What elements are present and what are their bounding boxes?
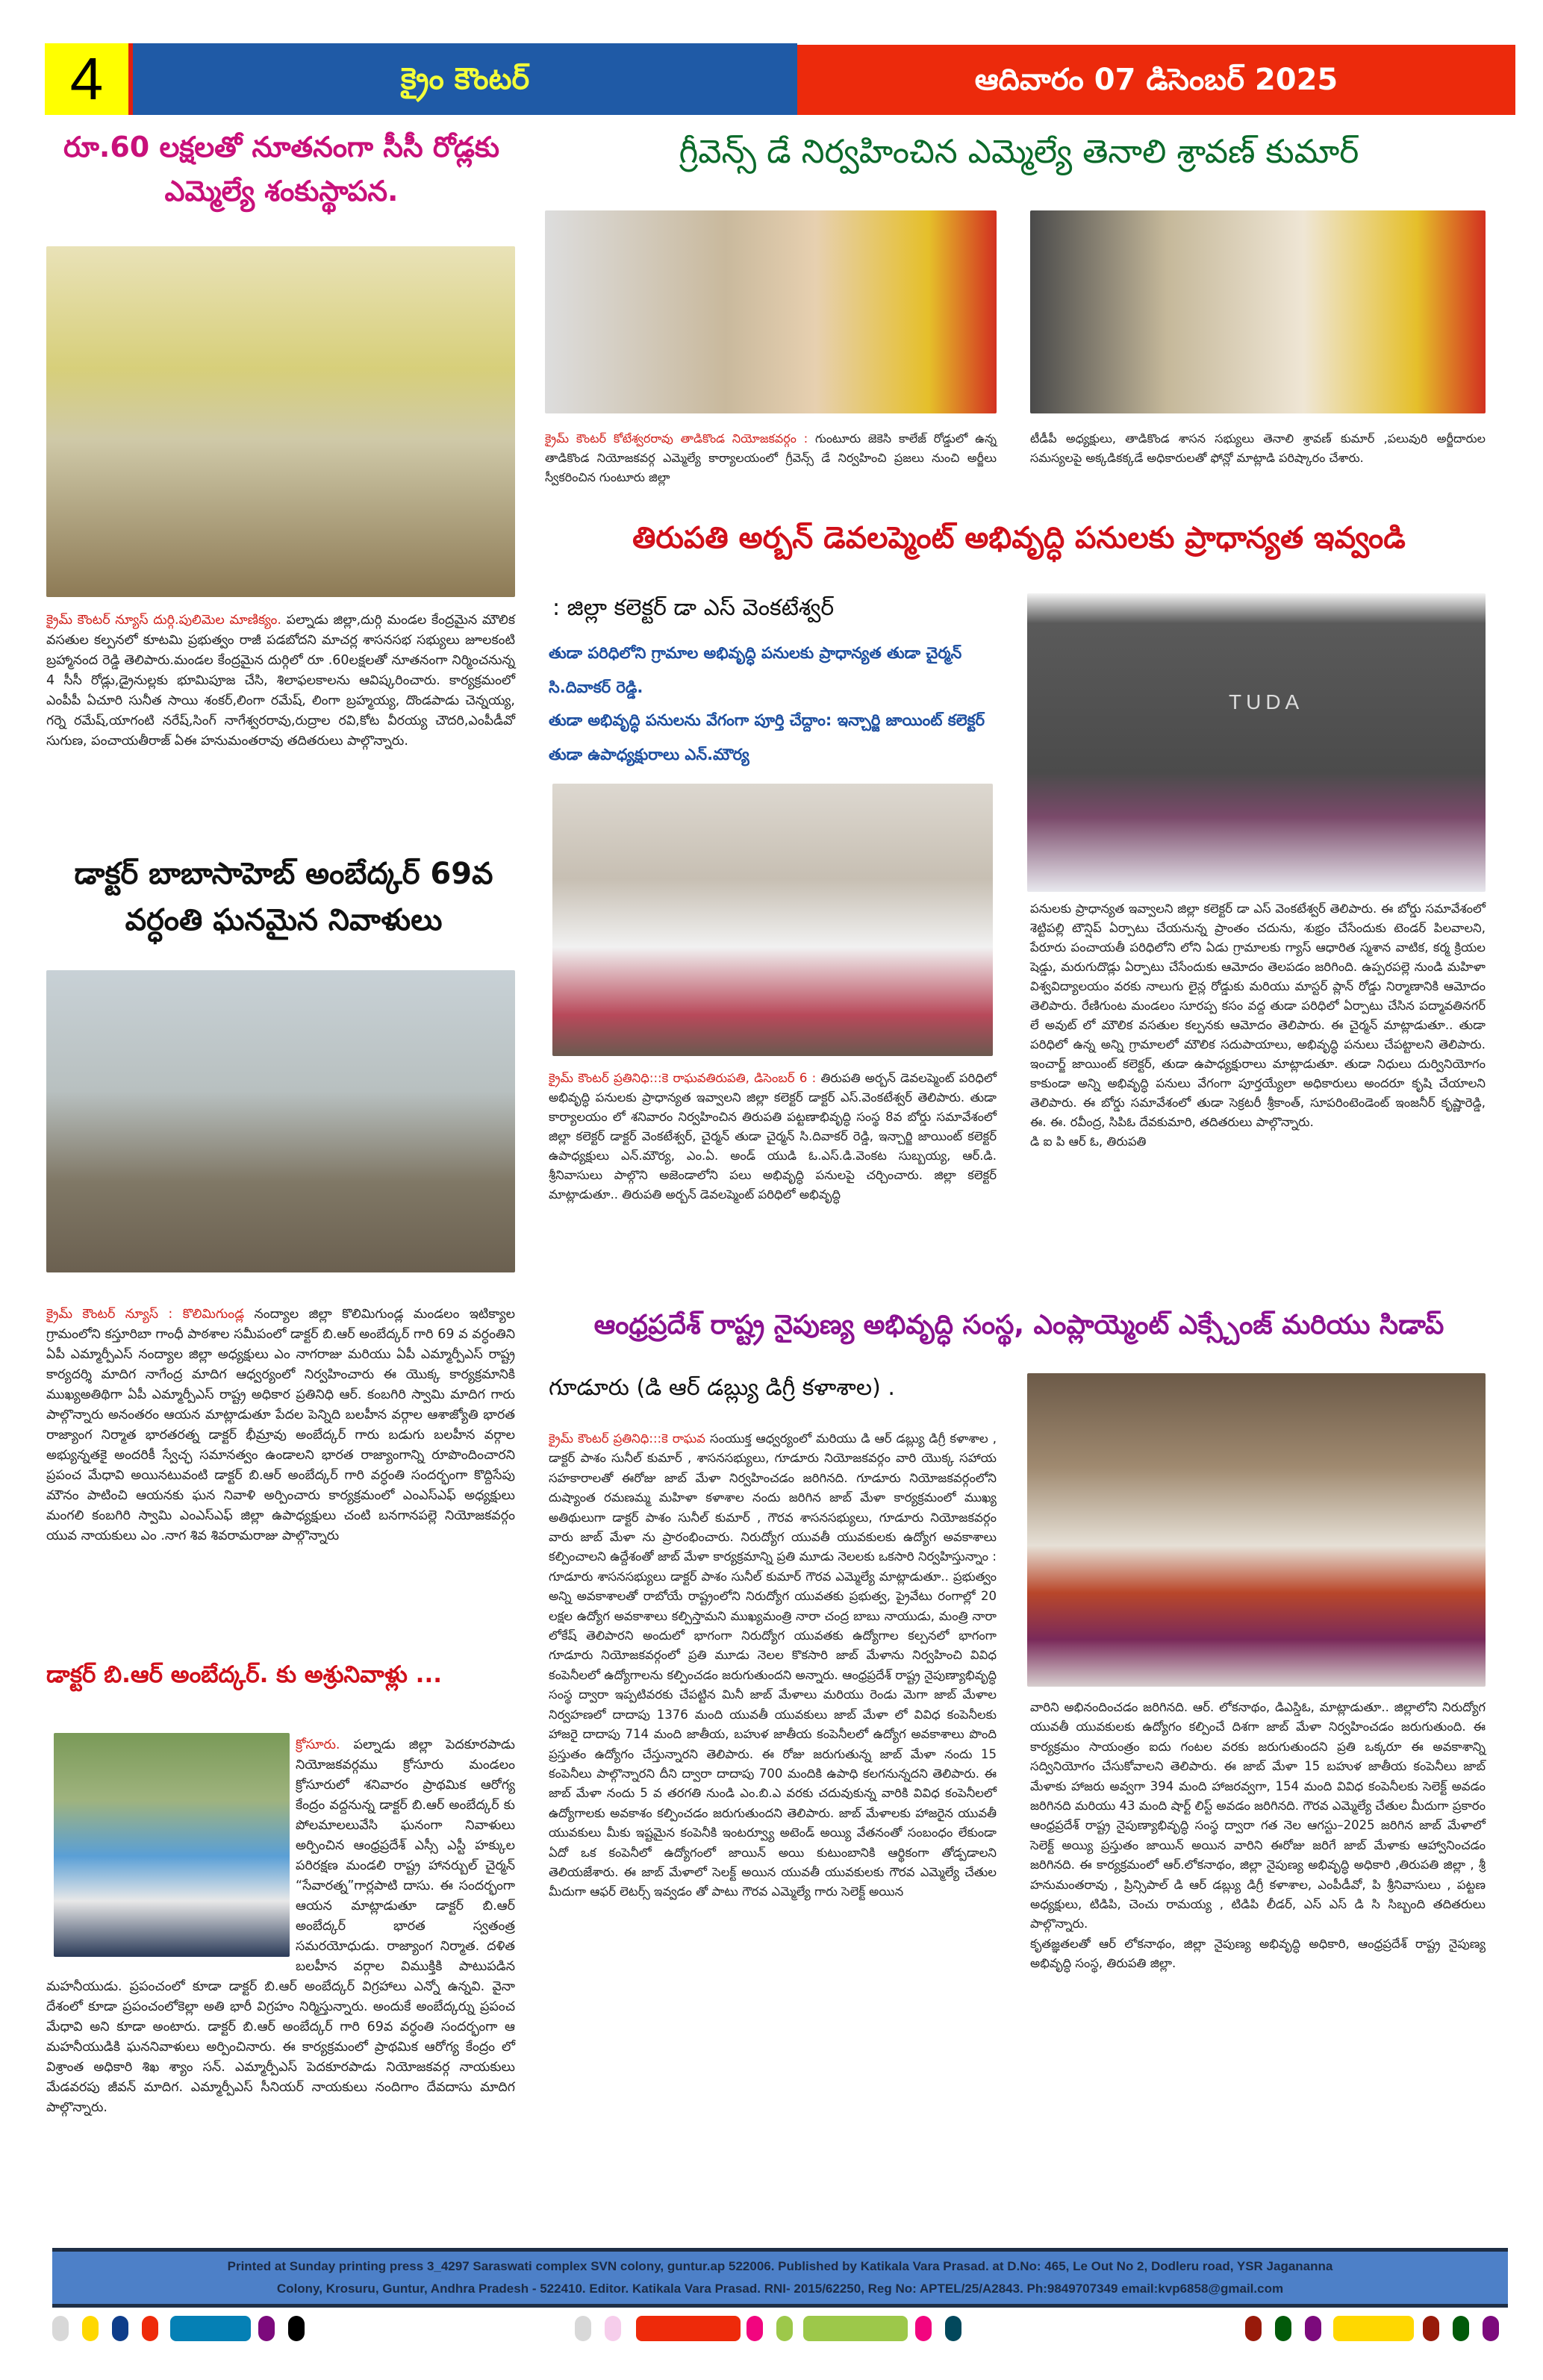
color-swatch (1245, 2316, 1262, 2341)
job-mela-body-right (1030, 1698, 1486, 1974)
color-swatch (605, 2316, 621, 2341)
grievance-caption-left-text: గుంటూరు జెకెసి కాలేజ్ రోడ్డులో ఉన్న తాడికొండ నియోజకవర్గ ఎమ్మెల్యే కార్యాలయంలో గ్రీవెన్స్ డే నిర్వహించి ప్రజలు నుంచి అర్జీలు స్వీకరించిన గుంటూరు జిల్లా (545, 431, 997, 484)
grievance-photo-2 (1030, 210, 1486, 413)
color-swatch (142, 2316, 158, 2341)
color-swatch (1275, 2316, 1291, 2341)
job-mela-subhead: గూడూరు (డి ఆర్ డబ్ల్యు డిగ్రీ కళాశాల) . (549, 1375, 895, 1401)
imprint-line-1: Printed at Sunday printing press 3_4297 Saraswati complex SVN colony, guntur.ap 522006. Published by Katikala Vara Prasad. at D.No: 465, Le Out No 2, Dodleru road, YSR Jagananna (227, 2259, 1333, 2273)
color-swatch (1305, 2316, 1321, 2341)
ambedkar-69-headline: డాక్టర్ బాబాసాహెబ్ అంబేద్కర్ 69వ వర్ధంతి ఘనమైన నివాళులు (74, 857, 493, 937)
color-swatch (82, 2316, 99, 2341)
tuda-board-photo (1027, 593, 1486, 892)
tuda-blurb-1: తుడా పరిధిలోని గ్రామాల అభివృద్ధి పనులకు ప్రాధాన్యత తుడా చైర్మన్ సి.దివాకర్ రెడ్డి. (549, 644, 962, 696)
color-swatch (1333, 2316, 1414, 2341)
color-swatch (1453, 2316, 1469, 2341)
grievance-caption-right: టీడీపీ అధ్యక్షులు, తాడికొండ శాసన సభ్యులు తెనాలి శ్రావణ్ కుమార్ ,పలువురి అర్జీదారుల సమస్యలపై అక్కడికక్కడే అధికారులతో ఫోన్లో మాట్లాడి పరిష్కారం చేశారు. (1030, 431, 1486, 465)
imprint-line-2: Colony, Krosuru, Guntur, Andhra Pradesh - 522410. Editor. Katikala Vara Prasad. RNI- 2015/62250, Reg No: APTEL/25/A2843. Ph:9849707349 email:kvp6858@gmail.com (276, 2281, 1284, 2296)
ambedkar-69-dateline: క్రైమ్ కౌంటర్ న్యూస్ : కొలిమిగుండ్ల (46, 1307, 245, 1322)
ambedkar-tribute-body (46, 1735, 515, 2118)
tuda-meeting-photo (552, 784, 993, 1056)
color-swatch (575, 2316, 591, 2341)
color-swatch (776, 2316, 793, 2341)
job-mela-body-right-text: వారిని అభినందించడం జరిగినది. ఆర్. లోకనాథం, డిఎస్డిఓ, మాట్లాడుతూ.. జిల్లాలోని నిరుద్యోగ యువతీ యువకులకు ఉద్యోగం కల్పించే దిశగా జాబ్ మేళా నిర్వహించడం జరుగుతుంది. ఈ కార్యక్రమం సాయంత్రం ఐదు గంటల వరకు జరుగుతుందని ప్రతి ఒక్కరూ ఈ అవకాశాన్ని సద్వినియోగం చేసుకోవాలని తెలిపారు. ఈ జాబ్ మేళా 15 బహుళ జాతీయ కంపెనీలు జాబ్ మేళాకు హాజరు అవ్వగా 394 మంది హాజరవ్వగా, 154 మంది వివిధ కంపెనీలకు సెలెక్ట్ అవడం జరిగినది మరియు 43 మంది షార్ట్ లిస్ట్ అవడం జరిగినది. గౌరవ ఎమ్మెల్యే చేతుల మీదుగా ప్రకారం ఆంధ్రప్రదేశ్ రాష్ట్ర నైపుణ్యాభివృద్ధి సంస్థ ద్వారా గత నెల ఆగస్టు–2025 జరిగిన జాబ్ మేళాలో సెలెక్ట్ అయ్యి ప్రస్తుతం జాయిన్ అయిన వారిని ఈరోజు జరిగే జాబ్ మేళాకు ఆహ్వానించడం జరిగినది. ఈ కార్యక్రమంలో ఆర్.లోకనాథం, జిల్లా నైపుణ్య అభివృద్ధి అధికారి ,తిరుపతి జిల్లా , శ్రీ హనుమంతరావు , ప్రిన్సిపాల్ డి ఆర్ డబ్ల్యు డిగ్రీ కళాశాల, ఎంపీడీవో, పి శ్రీనివాసులు , పట్టణ అధ్యక్షులు, టిడిపి, చెంచు రామయ్య , టిడిపి లీడర్, ఎస్ ఎస్ డి సి సిబ్బంది తదితరులు పాల్గొన్నారు. (1030, 1700, 1486, 1931)
color-swatch (746, 2316, 763, 2341)
job-mela-body-left-text: సంయుక్త ఆధ్వర్యంలో మరియు డి ఆర్ డబ్ల్యు డిగ్రీ కళాశాల , డాక్టర్ పాశం సునీల్ కుమార్ , శాసనసభ్యులు, గూడూరు నియోజకవర్గం వారి యొక్క సహాయ సహకారాలతో ఈరోజు జాబ్ మేళా నిర్వహించడం జరిగినది. గూడూరు నియోజకవర్గంలోని దుష్యాంత రమణమ్మ మహిళా కళాశాల నందు జరిగిన జాబ్ మేళా కార్యక్రమంలో ముఖ్య అతిథులుగా డాక్టర్ పాశం సునీల్ కుమార్ , గౌరవ శాసనసభ్యులు, గూడూరు నియోజకవర్గం వారు జాబ్ మేళా ను ప్రారంభించారు. నిరుద్యోగ యువతీ యువకులకు ఉద్యోగ అవకాశాలు కల్పించాలని ఉద్దేశంతో జాబ్ మేళా కార్యక్రమాన్ని ప్రతి మూడు నెలలకు ఒకసారి నిర్వహిస్తున్నాం : గూడూరు శాసనసభ్యులు డాక్టర్ పాశం సునీల్ కుమార్ గౌరవ ఎమ్మెల్యే మాట్లాడుతూ.. ప్రభుత్వం అన్ని అవకాశాలతో రాబోయే రాష్ట్రంలోని నిరుద్యోగ యువతకు ప్రభుత్వ, ప్రైవేటు రంగాల్లో 20 లక్షల ఉద్యోగ అవకాశాలు కల్పిస్తామని ముఖ్యమంత్రి నారా చంద్ర బాబు నాయుడు, మంత్రి నారా లోకేష్ తెలిపారని అందులో భాగంగా నిరుద్యోగ యువతకు ఉద్యోగాల కల్పనలో భాగంగా గూడూరు నియోజకవర్గంలో ప్రతి మూడు నెలల కొకసారి జాబ్ మేళాను నిర్వహించి వివిధ కంపెనీలలో ఉద్యోగాలను కల్పించడం జరుగుతుందని అన్నారు. ఆంధ్రప్రదేశ్ రాష్ట్ర నైపుణ్యాభివృద్ధి సంస్థ ద్వారా ఇప్పటివరకు చేపట్టిన మినీ జాబ్ మేళాలు మరియు రెండు మెగా జాబ్ మేళాల నిర్వహణలో దాదాపు 1376 మంది యువతీ యువకులు జాబ్ మేళా లో వివిధ కంపెనీలకు హాజరై దాదాపు 714 మంది జాతీయ, బహుళ జాతీయ కంపెనీలలో ఉద్యోగ అవకాశాలు పొంది ప్రస్తుతం ఉద్యోగం చేస్తున్నారని తెలిపారు. ఈ రోజు జరుగుతున్న జాబ్ మేళా నందు 15 కంపెనీలు పాల్గొన్నారని దీని ద్వారా దాదాపు 700 మందికి ఉపాధి కలగనున్నదని తెలిపారు. ఈ జాబ్ మేళా నందు 5 వ తరగతి నుండి ఎం.బి.ఎ వరకు చదువుకున్న వారికి వివిధ కంపెనీలలో ఉద్యోగాలకు అవకాశం కల్పించడం జరుగుతుందని తెలిపారు. జాబ్ మేళాలకు హాజరైన యువతీ యువకులు మీకు ఇష్టమైన కంపెనీకి ఇంటర్వ్యూ అటెండ్ అయ్యి వేతనంతో సంబంధం లేకుండా ఏదో ఒక కంపెనీలో ఉద్యోగంలో జాయిన్ అయి కుటుంబానికి ఆర్థికంగా తోడ్పడాలని తెలియజేశారు. ఈ జాబ్ మేళాలో సెలక్ట్ అయిన యువతీ యువకులకు గౌరవ ఎమ్మెల్యే చేతుల మీదుగా ఆఫర్ లెటర్స్ ఇవ్వడం తో పాటు గౌరవ ఎమ్మెల్యే గారు సెలెక్ట్ అయిన (549, 1431, 997, 1899)
cc-roads-body (46, 610, 515, 752)
foundation-stone-photo (46, 246, 515, 597)
tuda-subhead: : జిల్లా కలెక్టర్ డా ఎస్ వెంకటేశ్వర్ (552, 595, 835, 621)
cc-roads-text: పల్నాడు జిల్లా,దుర్గి మండల కేంద్రమైన మౌలిక వసతుల కల్పనలో కూటమి ప్రభుత్వం రాజీ పడబోదని మాచర్ల శాసనసభ సభ్యులు జూలకంటి బ్రహ్మానంద రెడ్డి తెలిపారు.మండల కేంద్రమైన దుర్గిలో రూ .60లక్షలతో నూతనంగా నిర్మించనున్న 4 సీసీ రోడ్లు,డ్రైనుల్లకు భూమిపూజ చేసి, శిలాఫలకాలను ఆవిష్కరించారు. కార్యక్రమంలో ఎంపీపీ ఏచూరి సునీత సాయి శంకర్,లింగా రమేష్, లింగా బ్రహ్మయ్య, దొండపాడు చెన్నయ్య, గర్నె రమేష్,యాగంటి నరేష్,సింగ్ నాగేశ్వరరావు,రుద్రాల రవి,కోట వీరయ్య చౌదరి,ఎంపీడీవో సుగుణ, పంచాయతీరాజ్ ఏఈ హనుమంతరావు తదితరులు పాల్గొన్నారు. (46, 613, 515, 749)
tuda-body-right-text: పనులకు ప్రాధాన్యత ఇవ్వాలని జిల్లా కలెక్టర్ డా ఎస్ వెంకటేశ్వర్ తెలిపారు. ఈ బోర్డు సమావేశంలో శెట్టిపల్లి టౌన్షిప్ ఏర్పాటు చేయనున్న ప్రాంతం చదును, శుభ్రం చేసేందుకు టెండర్ పిలవాలని, పేరూరు పంచాయతీ పరిధిలోని లోని ఏడు గ్రామాలకు గ్యాస్ ఆధారిత స్మశాన వాటిక, కర్మ క్రియల షెడ్డు, మరుగుదొడ్లు ఏర్పాటు చేసేందుకు ఆమోదం తెలపడం జరిగింది. ఉప్పరపల్లె నుండి మహిళా విశ్వవిద్యాలయం వరకు నాలుగు లైన్ల రోడ్డుకు మరియు మాస్టర్ ప్లాన్ రోడ్డు నిర్మాణానికి ఆమోదం తెలిపారు. రేణిగుంట మండలం సూరప్ప కసం వద్ద తుడా పరిధిలో ఏర్పాటు చేసిన పద్మావతినగర్ లే అవుట్ లో మౌలిక వసతుల కల్పనకు ఆమోదం తెలిపారు. ఈ చైర్మన్ మాట్లాడుతూ.. తుడా పరిధిలో ఉన్న అన్ని గ్రామాలలో మౌలిక సదుపాయాలు, అభివృద్ధి పనులు చేపట్టాలని తెలిపారు. ఇంచార్జ్ జాయింట్ కలెక్టర్, తుడా ఉపాధ్యక్షురాలు మాట్లాడుతూ. తుడా నిధులు దుర్వినియోగం కాకుండా అన్ని అభివృద్ధి పనులు వేగంగా పూర్తయ్యేలా అధికారులు అందరూ కృషి చేయాలని తెలిపారు. ఈ బోర్డు సమావేశంలో తుడా సెక్రటరీ శ్రీకాంత్, సూపరింటెండెంట్ ఇంజనీర్ కృష్ణారెడ్డి, ఈ. ఈ. రవీంద్ర, సిపిఓ దేవకుమారి, తదితరులు పాల్గొన్నారు. (1030, 902, 1486, 1129)
ambedkar-69-body (46, 1305, 515, 1546)
color-swatch (945, 2316, 961, 2341)
tuda-logo-text: TUDA (1229, 690, 1304, 713)
tuda-headline: తిరుపతి అర్బన్ డెవలప్మెంట్ అభివృద్ధి పనులకు ప్రాధాన్యత ఇవ్వండి (632, 521, 1406, 555)
grievance-dateline: క్రైమ్ కౌంటర్ కోటేశ్వరరావు తాడికొండ నియోజకవర్గం : (545, 431, 808, 446)
cc-roads-headline: రూ.60 లక్షలతో నూతనంగా సీసీ రోడ్లకు ఎమ్మెల్యే శంకుస్థాపన. (63, 131, 500, 207)
ambedkar-tribute-headline: డాక్టర్ బి.ఆర్ అంబేద్కర్. కు అశ్రునివాళ్లు ... (46, 1661, 443, 1688)
color-swatch (803, 2316, 908, 2341)
paper-name: క్రైం కౌంటర్ (133, 43, 797, 115)
color-swatch (112, 2316, 128, 2341)
color-swatch (170, 2316, 251, 2341)
color-swatch (52, 2316, 69, 2341)
job-mela-photo (1027, 1373, 1486, 1687)
tuda-dateline: క్రైమ్ కౌంటర్ ప్రతినిధి:::కె రాఘవతిరుపతి, డిసెంబర్ 6 : (549, 1071, 817, 1085)
job-mela-headline: ఆంధ్రప్రదేశ్ రాష్ట్ర నైపుణ్య అభివృద్ధి సంస్థ, ఎంప్లాయ్మెంట్ ఎక్స్చేంజ్ మరియు సిడాప్ (593, 1310, 1444, 1340)
color-swatch (258, 2316, 275, 2341)
tuda-body-left (549, 1069, 997, 1205)
ambedkar-tribute-text: పల్నాడు జిల్లా పెదకూరపాడు నియోజకవర్గము క్రోసూరు మండలం క్రోసూరులో శనివారం ప్రాథమిక ఆరోగ్య కేంద్రం వద్దనున్న డాక్టర్ బి.ఆర్ అంబేద్కర్ కు పోలమాలలువేసి ఘనంగా నివాళులు అర్పించిన ఆంధ్రప్రదేశ్ ఎస్సీ ఎస్టీ హక్కుల పరిరక్షణ మండలి రాష్ట్ర హానర్బుల్ చైర్మన్ “సేవారత్న”గార్లపాటి దాసు. ఈ సందర్భంగా ఆయన మాట్లాడుతూ డాక్టర్ బి.ఆర్ అంబేద్కర్ భారత స్వతంత్ర సమరయోధుడు. రాజ్యాంగ నిర్మాత. దళిత బలహీన వర్గాల విముక్తికి పాటుపడిన మహనీయుడు. ప్రపంచంలో కూడా డాక్టర్ బి.ఆర్ అంబేద్కర్ విగ్రహాలు ఎన్నో ఉన్నవి. వైనా దేశంలో కూడా ప్రపంచంలోకెల్లా అతి భారీ విగ్రహం నిర్మిస్తున్నారు. అందుకే అంబేద్కర్ను ప్రపంచ మేధావి అని కూడా అంటారు. డాక్టర్ బి.ఆర్ అంబేద్కర్ గారి 69వ వర్ధంతి సందర్భంగా ఆ మహనీయుడికి ఘననివాళులు అర్పించినారు. ఈ కార్యక్రమంలో ప్రాథమిక ఆరోగ్య కేంద్రం లో విశ్రాంత అధికారి శిఖ శ్యాం సన్. ఎమ్మార్పీఎస్ పెదకూరపాడు నియోజకవర్గ నాయకులు మేడవరపు జీవన్ మాదిగ. ఎమ్మార్పీఎస్ సీనియర్ నాయకులు నందిగాం దేవదాసు మాదిగ పాల్గొన్నారు. (46, 1737, 515, 2115)
ambedkar-tribute-dateline: క్రోసూరు. (296, 1737, 340, 1752)
grievance-photo-1 (545, 210, 997, 413)
cc-roads-dateline: క్రైమ్ కౌంటర్ న్యూస్ దుర్గి.పులిమెల మాణిక్యం. (46, 613, 281, 628)
color-swatch (636, 2316, 741, 2341)
ambedkar-photo-kolimigundla (46, 970, 515, 1272)
color-swatch (288, 2316, 305, 2341)
color-swatch (1423, 2316, 1439, 2341)
grievance-caption-left (545, 429, 997, 487)
tuda-blurb-2: తుడా అభివృద్ధి పనులను వేగంగా పూర్తి చేద్దాం: ఇన్చార్జి జాయింట్ కలెక్టర్ తుడా ఉపాధ్యక్షురాలు ఎన్.మౌర్య (549, 711, 985, 763)
issue-date: ఆదివారం 07 డిసెంబర్ 2025 (797, 45, 1515, 115)
grievance-headline: గ్రీవెన్స్ డే నిర్వహించిన ఎమ్మెల్యే తెనాలి శ్రావణ్ కుమార్ (679, 133, 1359, 171)
page-number: 4 (45, 43, 133, 115)
tuda-body-left-text: తిరుపతి అర్బన్ డెవలప్మెంట్ పరిధిలో అభివృద్ధి పనులకు ప్రాధాన్యత ఇవ్వాలని జిల్లా కలెక్టర్ డాక్టర్ ఎస్.వెంకటేశ్వర్ తెలిపారు. తుడా కార్యాలయం లో శనివారం నిర్వహించిన తిరుపతి పట్టణాభివృద్ధి సంస్థ 8వ బోర్డు సమావేశంలో జిల్లా కలెక్టర్ డాక్టర్ వెంకటేశ్వర్, చైర్మన్ తుడా చైర్మన్ సి.దివాకర్ రెడ్డి, ఇన్చార్జి జాయింట్ కలెక్టర్ ఉపాధ్యక్షులు ఎన్.మౌర్య, ఎం.ఏ. అండ్ యుడి ఓ.ఎస్.డి.వెంకట సుబ్బయ్య, ఆర్.డి. శ్రీనివాసులు పాల్గొని అజెండాలోని పలు అభివృద్ధి పనులపై చర్చించారు. జిల్లా కలెక్టర్ మాట్లాడుతూ.. తిరుపతి అర్బన్ డెవలప్మెంట్ పరిధిలో అభివృద్ధి (549, 1071, 997, 1202)
job-mela-signoff: కృతజ్ఞతలతో ఆర్ లోకనాథం, జిల్లా నైపుణ్య అభివృద్ధి అధికారి, ఆంధ్రప్రదేశ్ రాష్ట్ర నైపుణ్య అభివృద్ధి సంస్థ, తిరుపతి జిల్లా. (1030, 1936, 1486, 1971)
job-mela-dateline: క్రైమ్ కౌంటర్ ప్రతినిధి:::కె రాఘవ (549, 1431, 705, 1446)
color-swatch (1483, 2316, 1499, 2341)
imprint-footer (52, 2248, 1508, 2308)
color-swatch (915, 2316, 932, 2341)
tuda-credit: డి ఐ పి ఆర్ ఓ, తిరుపతి (1030, 1134, 1147, 1149)
tuda-body-right (1030, 899, 1486, 1152)
ambedkar-69-text: నంద్యాల జిల్లా కొలిమిగుండ్ల మండలం ఇటిక్యాల గ్రామంలోని కస్తూరిబా గాంధీ పాఠశాల సమీపంలో డాక్టర్ బి.ఆర్ అంబేద్కర్ గారి 69 వ వర్ధంతిని ఏపీ ఎమ్మార్పీఎస్ నంద్యాల జిల్లా అధ్యక్షులు ఎం నాగరాజు మరియు ఏపీ ఎమ్మార్పీఎస్ రాష్ట్ర కార్యదర్శి మాదిగ నాగేంద్ర మాదిగ ఆధ్వర్యంలో నిర్వహించారు ఈ యొక్క కార్యక్రమానికి ముఖ్యఅతిథిగా ఏపీ ఎమ్మార్పీఎస్ రాష్ట్ర అధికార ప్రతినిధి ఆర్. కంబగిరి స్వామి మాదిగ గారు పాల్గొన్నారు అనంతరం ఆయన మాట్లాడుతూ పేదల పెన్నిది బలహీన వర్గాల ఆశాజ్యోతి భారత రాజ్యాంగ నిర్మాత భారతరత్న డాక్టర్ భీమ్రావు అంబేద్కర్ గారు బడుగు బలహీన వర్గాల అభ్యున్నతకై అందరికీ స్వేచ్ఛ సమానత్వం ఉండాలని భారత రాజ్యాంగాన్ని రూపొందించారని ప్రపంచ మేధావి అయినటువంటి డాక్టర్ బి.ఆర్ అంబేద్కర్ గారి వర్ధంతి సందర్భంగా కొద్దిసేపు మౌనం పాటించి ఆయనకు ఘన నివాళి అర్పించారు కార్యక్రమంలో ఎంఎస్ఎఫ్ అధ్యక్షులు మంగలి కంబగిరి స్వామి ఎంఎస్ఎఫ్ జిల్లా ఉపాధ్యక్షులు చంటి బనగానపల్లె నియోజకవర్గం యువ నాయకులు ఎం .నాగ శివ శివరామరాజు పాల్గొన్నారు (46, 1307, 516, 1543)
job-mela-body-left (549, 1429, 997, 1902)
